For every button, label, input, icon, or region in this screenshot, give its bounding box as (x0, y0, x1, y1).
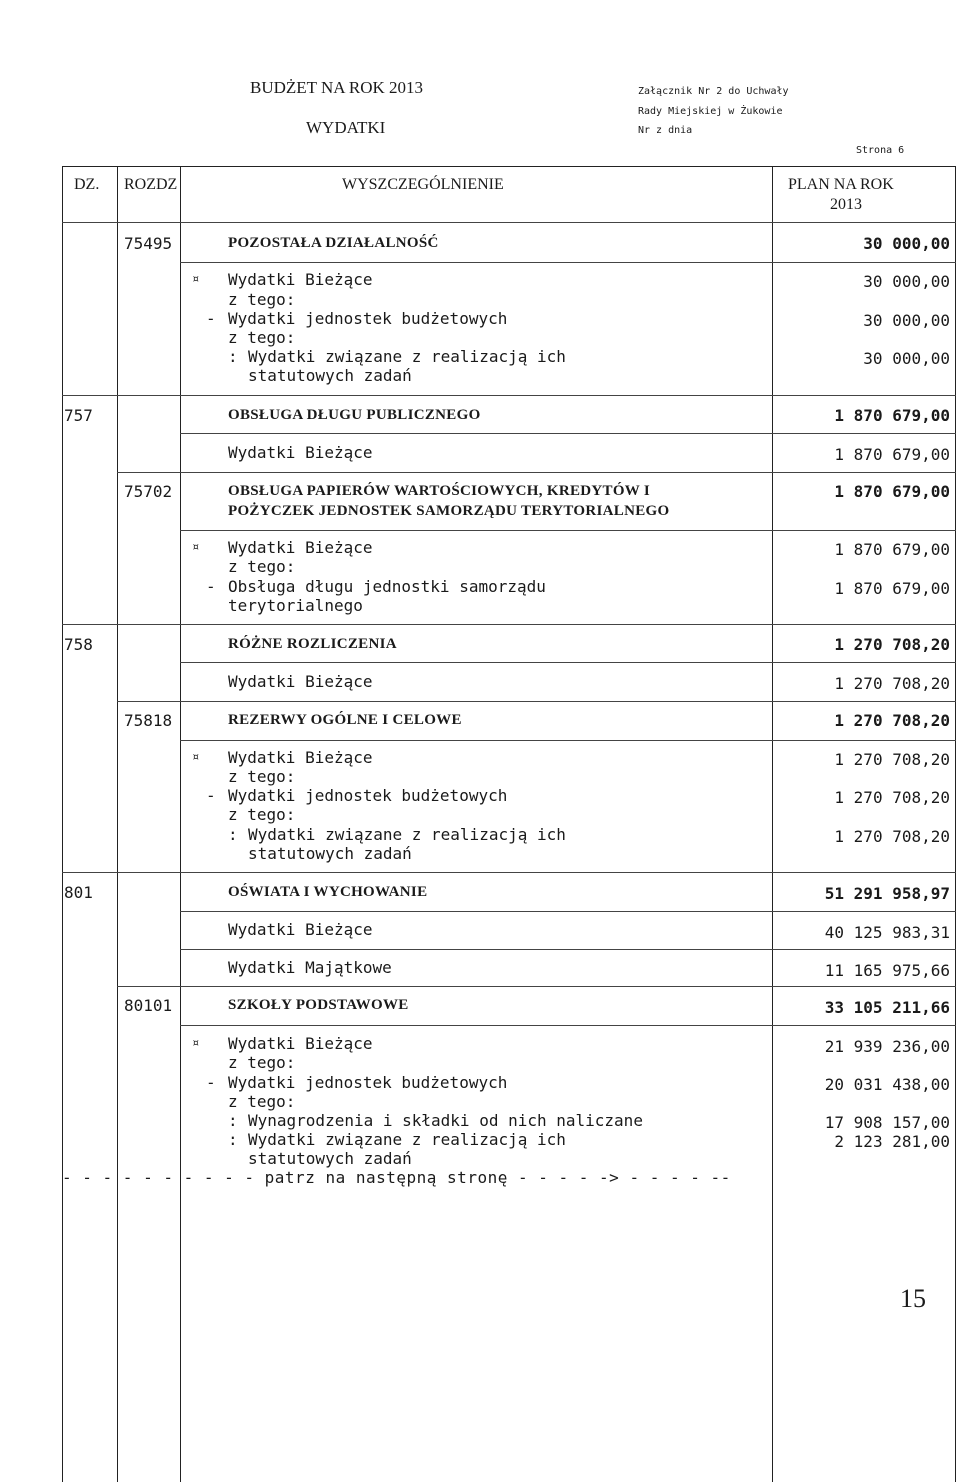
bullet-mark: ¤ (192, 272, 200, 286)
col-divider-rozdz (180, 166, 181, 1482)
row-separator (62, 624, 956, 625)
row-separator (180, 1025, 956, 1026)
chapter-code: 80101 (124, 996, 173, 1015)
row-separator (62, 872, 956, 873)
bullet-mark: - (206, 1073, 216, 1092)
col-header-dz: DZ. (74, 176, 100, 193)
chapter-amount: 30 000,00 (863, 234, 950, 253)
col-header-spec: WYSZCZEGÓLNIENIE (342, 176, 504, 193)
line-text: Wydatki związane z realizacją ich (248, 825, 566, 844)
line-amount: 1 270 708,20 (834, 827, 950, 846)
attachment-line-1: Załącznik Nr 2 do Uchwały (638, 86, 789, 97)
line-text: terytorialnego (228, 596, 363, 615)
row-separator (117, 701, 956, 702)
line-amount: 1 270 708,20 (834, 750, 950, 769)
row-separator (180, 433, 956, 434)
chapter-amount: 1 270 708,20 (834, 711, 950, 730)
chapter-code: 75702 (124, 482, 173, 501)
division-code: 757 (64, 406, 93, 425)
line-text: Wydatki jednostek budżetowych (228, 786, 508, 805)
row-separator (180, 740, 956, 741)
line-text: Wydatki Bieżące (228, 672, 373, 691)
bullet-mark: - (206, 786, 216, 805)
line-amount: 1 870 679,00 (834, 445, 950, 464)
line-text: Wydatki Bieżące (228, 270, 373, 289)
bullet-mark: - (206, 577, 216, 596)
chapter-code: 75495 (124, 234, 173, 253)
line-text: Wydatki Bieżące (228, 748, 373, 767)
line-amount: 21 939 236,00 (824, 1037, 950, 1056)
col-header-plan-year: 2013 (830, 196, 862, 213)
bullet-mark: : (228, 825, 238, 844)
row-separator (180, 262, 956, 263)
chapter-amount: 33 105 211,66 (824, 998, 950, 1017)
line-amount: 20 031 438,00 (824, 1075, 950, 1094)
row-separator (180, 911, 956, 912)
line-amount: 30 000,00 (863, 311, 950, 330)
bullet-mark: : (228, 1111, 238, 1130)
row-separator (62, 395, 956, 396)
bullet-mark: : (228, 1130, 238, 1149)
line-amount: 17 908 157,00 (824, 1113, 950, 1132)
budget-title: BUDŻET NA ROK 2013 (250, 78, 423, 97)
line-amount: 11 165 975,66 (824, 961, 950, 980)
line-amount: 1 870 679,00 (834, 540, 950, 559)
division-amount: 51 291 958,97 (824, 884, 950, 903)
division-title: OŚWIATA I WYCHOWANIE (228, 884, 428, 900)
line-amount: 2 123 281,00 (834, 1132, 950, 1151)
row-separator (117, 986, 956, 987)
line-text: z tego: (228, 1092, 296, 1111)
chapter-title: POZOSTAŁA DZIAŁALNOŚĆ (228, 235, 439, 251)
bullet-mark: - (206, 309, 216, 328)
chapter-code: 75818 (124, 711, 173, 730)
division-title: OBSŁUGA DŁUGU PUBLICZNEGO (228, 407, 481, 423)
attachment-line-2: Rady Miejskiej w Żukowie (638, 106, 783, 117)
chapter-title: SZKOŁY PODSTAWOWE (228, 997, 409, 1013)
line-text: Wydatki związane z realizacją ich (248, 347, 566, 366)
col-divider-dz (117, 166, 118, 1482)
row-separator (117, 472, 956, 473)
header-separator (62, 222, 956, 223)
line-amount: 1 270 708,20 (834, 788, 950, 807)
division-title: RÓŻNE ROZLICZENIA (228, 636, 397, 652)
division-code: 801 (64, 883, 93, 902)
division-amount: 1 870 679,00 (834, 406, 950, 425)
row-separator (180, 530, 956, 531)
line-text: z tego: (228, 557, 296, 576)
line-text: statutowych zadań (248, 1149, 412, 1168)
line-text: z tego: (228, 1053, 296, 1072)
continuation-note: - - - - - - - - - - patrz na następną stronę - - - - -> - - - - -- (62, 1168, 731, 1187)
division-code: 758 (64, 635, 93, 654)
line-amount: 40 125 983,31 (824, 923, 950, 942)
bullet-mark: ¤ (192, 1036, 200, 1050)
chapter-title: OBSŁUGA PAPIERÓW WARTOŚCIOWYCH, KREDYTÓW I (228, 483, 651, 499)
chapter-title: REZERWY OGÓLNE I CELOWE (228, 712, 462, 728)
line-amount: 30 000,00 (863, 272, 950, 291)
line-text: Wydatki Bieżące (228, 920, 373, 939)
division-amount: 1 270 708,20 (834, 635, 950, 654)
line-text: z tego: (228, 767, 296, 786)
page-label: Strona 6 (856, 145, 905, 156)
chapter-title-cont: POŻYCZEK JEDNOSTEK SAMORZĄDU TERYTORIALNEGO (228, 503, 670, 519)
bullet-mark: ¤ (192, 540, 200, 554)
line-text: statutowych zadań (248, 844, 412, 863)
line-text: statutowych zadań (248, 366, 412, 385)
page-number: 15 (900, 1284, 926, 1313)
line-text: z tego: (228, 328, 296, 347)
col-header-plan: PLAN NA ROK (788, 176, 894, 193)
line-text: Wydatki Majątkowe (228, 958, 392, 977)
line-text: Wydatki jednostek budżetowych (228, 1073, 508, 1092)
line-text: z tego: (228, 805, 296, 824)
section-subtitle: WYDATKI (306, 118, 386, 137)
line-text: Obsługa długu jednostki samorządu (228, 577, 546, 596)
row-separator (180, 949, 956, 950)
line-text: Wydatki związane z realizacją ich (248, 1130, 566, 1149)
col-header-rozdz: ROZDZ (124, 176, 178, 193)
row-separator (180, 662, 956, 663)
line-text: Wynagrodzenia i składki od nich naliczane (248, 1111, 643, 1130)
line-text: Wydatki Bieżące (228, 1034, 373, 1053)
line-text: Wydatki Bieżące (228, 443, 373, 462)
line-text: z tego: (228, 290, 296, 309)
line-amount: 30 000,00 (863, 349, 950, 368)
line-text: Wydatki jednostek budżetowych (228, 309, 508, 328)
chapter-amount: 1 870 679,00 (834, 482, 950, 501)
line-text: Wydatki Bieżące (228, 538, 373, 557)
col-divider-spec (772, 166, 773, 1482)
line-amount: 1 870 679,00 (834, 579, 950, 598)
bullet-mark: : (228, 347, 238, 366)
attachment-line-3: Nr z dnia (638, 125, 693, 136)
bullet-mark: ¤ (192, 750, 200, 764)
line-amount: 1 270 708,20 (834, 674, 950, 693)
